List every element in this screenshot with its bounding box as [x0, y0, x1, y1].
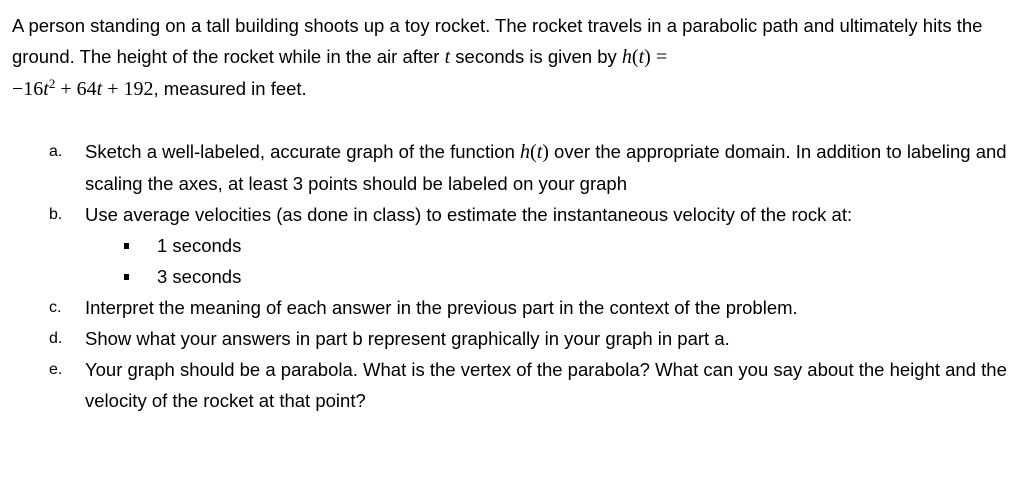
question-d-marker: d. [49, 330, 63, 347]
equation-term-minus16: −16 [12, 78, 44, 100]
question-b-bullet-1 [12, 230, 1012, 261]
question-e-text: Your graph should be a parabola. What is the vertex of the parabola? What can you say about the height and the velocity of the rocket at that point? [85, 359, 1007, 411]
question-a-function-t: t [536, 141, 543, 163]
intro-text-1: A person standing on a tall building shoots up a toy rocket. The rocket travels in a parabolic path and ultimately hits the ground. The height of the rocket while in the air after [12, 15, 983, 67]
question-b [12, 199, 1012, 230]
bullet-square-icon [124, 243, 129, 249]
question-a [12, 136, 1012, 199]
question-a-marker: a. [49, 143, 63, 160]
question-c [12, 292, 1012, 323]
question-b-bullet-2-text: 3 seconds [157, 266, 242, 287]
intro-text-3: , measured in feet. [153, 78, 307, 99]
problem-document [12, 10, 1012, 411]
question-c-text: Interpret the meaning of each answer in the previous part in the context of the problem. [85, 297, 798, 318]
bullet-square-icon [124, 274, 129, 280]
function-paren-close: ) [644, 46, 651, 68]
question-b-marker: b. [49, 206, 63, 223]
question-a-text-2: over the appropriate domain. In addition to labeling and scaling the axes, at least 3 points should be labeled on your graph [85, 141, 1007, 194]
question-a-paren-open: ( [530, 141, 537, 163]
equation-exponent: 2 [48, 76, 56, 91]
equation-term-plus64: + 64 [55, 78, 97, 100]
intro-text-2: seconds is given by [450, 46, 622, 67]
function-argument-t: t [638, 46, 645, 68]
question-b-bullet-2 [12, 261, 1012, 292]
equation-variable-t-squared: t [43, 78, 49, 100]
problem-statement [12, 10, 1012, 105]
question-e [12, 354, 1012, 416]
question-a-function-h: h [520, 141, 531, 163]
question-list [12, 136, 1012, 416]
question-c-marker: c. [49, 299, 62, 316]
question-d [12, 323, 1012, 354]
function-equals: = [650, 46, 668, 68]
question-a-paren-close: ) [542, 141, 549, 163]
question-d-text: Show what your answers in part b represent graphically in your graph in part a. [85, 328, 730, 349]
function-name-h: h [621, 46, 632, 68]
equation-variable-t: t [96, 78, 103, 100]
intro-variable-t: t [444, 46, 451, 68]
question-a-text-1: Sketch a well-labeled, accurate graph of the function [85, 141, 521, 162]
question-e-marker: e. [49, 361, 63, 378]
function-paren-open: ( [631, 46, 639, 68]
question-b-text: Use average velocities (as done in class) to estimate the instantaneous velocity of the rock at: [85, 204, 853, 225]
question-b-bullet-1-text: 1 seconds [157, 235, 242, 256]
equation-term-plus192: + 192 [102, 78, 154, 100]
